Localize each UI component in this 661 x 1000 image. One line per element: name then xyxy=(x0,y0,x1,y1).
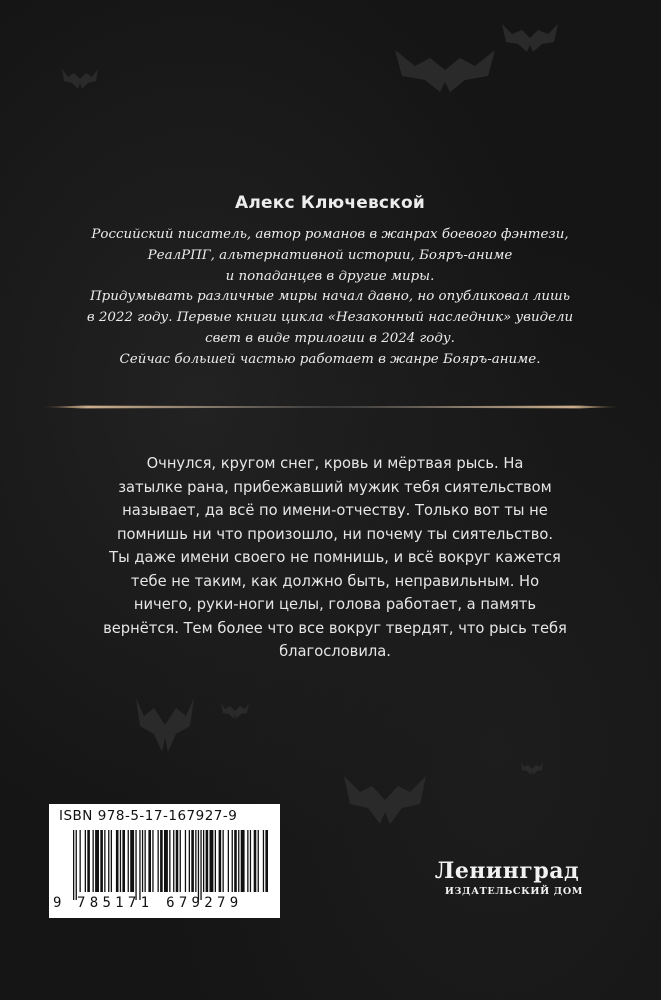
barcode-bar xyxy=(263,830,264,892)
barcode-bar xyxy=(200,830,201,900)
barcode-bar xyxy=(228,830,229,892)
barcode-bar xyxy=(93,830,94,892)
decorative-divider xyxy=(42,401,620,413)
barcode-bar xyxy=(158,830,159,892)
bat-silhouette-icon xyxy=(520,760,544,778)
bat-silhouette-icon xyxy=(500,18,560,58)
barcode-bar xyxy=(100,830,103,892)
barcode-bar xyxy=(219,830,222,892)
barcode-bar xyxy=(232,830,233,892)
barcode-bar xyxy=(122,830,125,892)
barcode-bar xyxy=(104,830,105,892)
barcode-bar xyxy=(108,830,109,892)
barcode-bar xyxy=(111,830,112,892)
author-bio-line: свет в виде трилогии в 2024 году. xyxy=(205,330,455,346)
barcode-bar xyxy=(176,830,179,892)
barcode-bar xyxy=(76,830,77,900)
barcode-bar xyxy=(80,830,81,892)
author-bio-line: Российский писатель, автор романов в жанрах боевого фэнтези, xyxy=(91,227,569,242)
isbn-barcode xyxy=(49,804,280,918)
annotation-line: Очнулся, кругом снег, кровь и мёртвая рысь. На xyxy=(146,455,524,472)
bat-silhouette-icon xyxy=(220,700,250,722)
author-name: Алекс Ключевской xyxy=(235,193,425,213)
barcode-bar xyxy=(169,830,170,892)
annotation-line: Ты даже имени своего не помнишь, и всё вокруг кажется xyxy=(109,549,561,566)
barcode-bar xyxy=(247,830,248,892)
barcode-bar xyxy=(238,830,239,892)
author-bio-line: Сейчас большей частью работает в жанре Бояръ-аниме. xyxy=(119,351,541,367)
barcode-bar xyxy=(234,830,237,892)
barcode-bar xyxy=(116,830,119,892)
barcode-bars xyxy=(59,830,273,900)
barcode-bar xyxy=(128,830,129,892)
bat-silhouette-icon xyxy=(130,690,200,760)
publisher-logo xyxy=(427,858,587,897)
barcode-bar xyxy=(223,830,224,892)
author-bio-line: Придумывать различные миры начал давно, но опубликовал лишь xyxy=(89,289,571,305)
barcode-bar xyxy=(180,830,181,892)
publisher-name: Ленинград xyxy=(434,858,580,884)
barcode-bar xyxy=(195,830,196,892)
barcode-bar xyxy=(148,830,151,892)
annotation-line: называет, да всё по имени-отчеству. Только вот ты не xyxy=(122,502,548,519)
author-bio-line: и попаданцев в другие миры. xyxy=(225,268,435,284)
bat-silhouette-icon xyxy=(340,770,430,830)
annotation-line: вернётся. Тем более что все вокруг твердят, что рысь тебя xyxy=(103,619,567,637)
barcode-bar xyxy=(173,830,174,892)
barcode-bar xyxy=(265,830,268,892)
ean-digits: 785171 679279 xyxy=(77,895,243,911)
bat-silhouette-icon xyxy=(390,40,500,100)
barcode-bar xyxy=(203,830,204,892)
barcode-bar xyxy=(250,830,251,892)
barcode-bar xyxy=(87,830,90,892)
barcode-bar xyxy=(152,830,153,892)
publisher-subtitle: ИЗДАТЕЛЬСКИЙ ДОМ xyxy=(444,886,583,897)
barcode-bar xyxy=(185,830,186,892)
annotation-line: тебе не таким, как должно быть, неправильным. Но xyxy=(130,572,540,590)
barcode-bar xyxy=(139,830,140,900)
barcode-bar xyxy=(164,830,168,892)
book-annotation xyxy=(45,452,625,664)
barcode-bar xyxy=(191,830,194,892)
barcode-bar xyxy=(120,830,121,892)
barcode-bar xyxy=(206,830,209,892)
barcode-bar xyxy=(160,830,163,892)
annotation-line: помнишь ни что произошло, ни почему ты сиятельство. xyxy=(116,525,554,543)
annotation-line: ничего, руки-ноги целы, голова работает, а память xyxy=(133,596,537,613)
barcode-bar xyxy=(85,830,86,892)
author-section xyxy=(60,193,600,371)
barcode-bar xyxy=(135,830,136,900)
annotation-line: затылке рана, прибежавший мужик тебя сиятельством xyxy=(118,478,552,496)
barcode-bar xyxy=(241,830,245,892)
barcode-bar xyxy=(254,830,257,892)
author-bio-line: в 2022 году. Первые книги цикла «Незаконный наследник» увидели xyxy=(86,310,574,326)
barcode-bar xyxy=(189,830,190,892)
barcode-bar xyxy=(145,830,146,892)
author-bio-line: РеалРПГ, альтернативной истории, Бояръ-аниме xyxy=(147,247,513,263)
annotation-line: благословила. xyxy=(279,643,391,660)
barcode-bar xyxy=(95,830,99,892)
barcode-bar xyxy=(130,830,134,892)
barcode-bar xyxy=(142,830,143,892)
barcode-bar xyxy=(198,830,199,900)
isbn-number: ISBN 978-5-17-167927-9 xyxy=(59,808,238,824)
barcode-bar xyxy=(210,830,214,892)
barcode-bar xyxy=(215,830,216,892)
barcode-bar xyxy=(258,830,259,892)
barcode-bar xyxy=(73,830,74,900)
bat-silhouette-icon xyxy=(60,65,100,95)
ean-first-digit: 9 xyxy=(53,895,62,911)
